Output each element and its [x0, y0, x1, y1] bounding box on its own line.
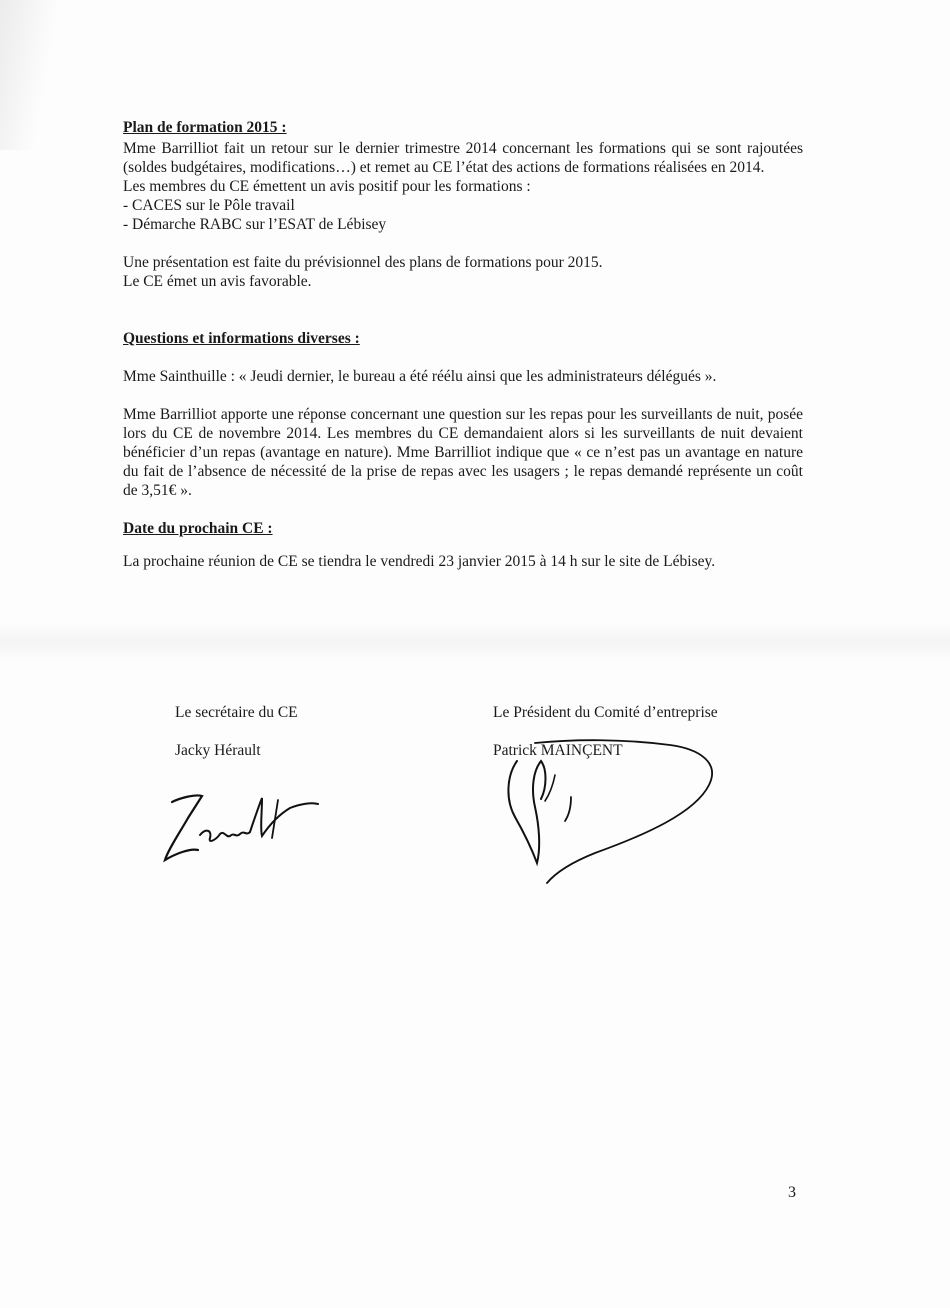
- questions-paragraph: Mme Barrilliot apporte une réponse concernant une question sur les repas pour les surveillants de nuit, posée lors du CE de novembre 2014. Les membres du CE demandaient alors si les surveillants de nuit devaient bénéficier d’un repas (avantage en nature). Mme Barrilliot indique que « ce n’est pas un avantage en nature du fait de l’absence de nécessité de la prise de repas avec les usagers ; le repas demandé représente un coût de 3,51€ ».: [123, 406, 803, 499]
- plan-formation-line: Une présentation est faite du prévisionnel des plans de formations pour 2015.: [123, 254, 603, 271]
- prochain-ce-paragraph: La prochaine réunion de CE se tiendra le vendredi 23 janvier 2015 à 14 h sur le site de Lébisey.: [123, 553, 716, 570]
- president-title: Le Président du Comité d’entreprise: [493, 704, 718, 721]
- questions-paragraph: Mme Sainthuille : « Jeudi dernier, le bureau a été réélu ainsi que les administrateurs délégués ».: [123, 368, 717, 385]
- plan-formation-line: Les membres du CE émettent un avis positif pour les formations :: [123, 178, 531, 195]
- heading-plan-formation: Plan de formation 2015 :: [123, 119, 287, 136]
- secretary-name: Jacky Hérault: [175, 742, 261, 759]
- plan-formation-item: - Démarche RABC sur l’ESAT de Lébisey: [123, 216, 387, 233]
- plan-formation-item: - CACES sur le Pôle travail: [123, 197, 295, 214]
- secretary-signature-icon: [150, 780, 330, 880]
- page-fold-shadow: [0, 622, 950, 662]
- secretary-signature-block: [175, 703, 298, 760]
- plan-formation-line: Le CE émet un avis favorable.: [123, 273, 312, 290]
- plan-formation-paragraph: Mme Barrilliot fait un retour sur le dernier trimestre 2014 concernant les formations qui se sont rajoutées (soldes budgétaires, modifications…) et remet au CE l’état des actions de formations réalisées en 2014.: [123, 140, 803, 176]
- president-name: Patrick MAINÇENT: [493, 742, 623, 759]
- heading-questions: Questions et informations diverses :: [123, 330, 360, 347]
- heading-prochain-ce: Date du prochain CE :: [123, 520, 273, 537]
- document-body: [123, 118, 803, 571]
- page-number: 3: [788, 1184, 796, 1201]
- president-signature-icon: [495, 735, 725, 895]
- secretary-title: Le secrétaire du CE: [175, 704, 298, 721]
- page-corner-shadow: [0, 0, 60, 150]
